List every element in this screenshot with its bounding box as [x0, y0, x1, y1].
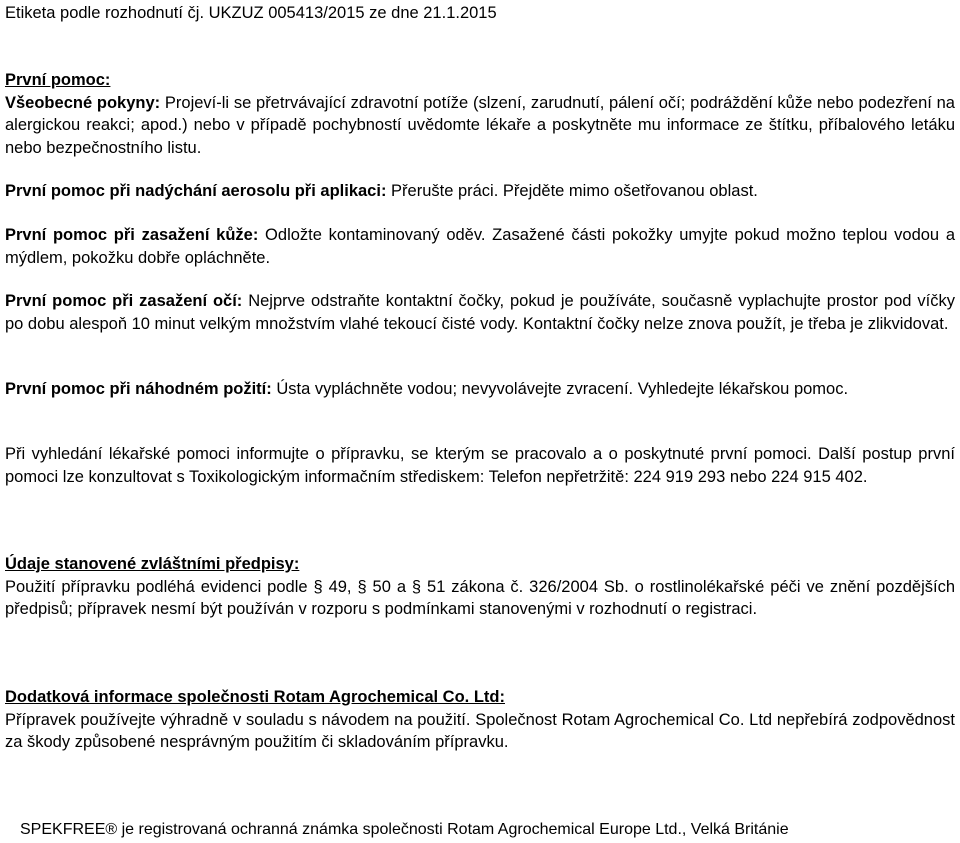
company-info-text: Přípravek používejte výhradně v souladu s návodem na použití. Společnost Rotam Agrochemical Co. Ltd nepřebírá zodpovědnost za škody způsobené nesprávným použitím či skladováním přípravku.	[5, 710, 955, 751]
regulations-section	[5, 553, 955, 621]
regulations-text: Použití přípravku podléhá evidenci podle § 49, § 50 a § 51 zákona č. 326/2004 Sb. o rostlinolékařské péči ve znění pozdějších předpisů; přípravek nesmí být používán v rozporu s podmínkami stanovenými v rozhodnutí o registraci.	[5, 577, 955, 618]
first-aid-inhalation-text: Přerušte práci. Přejděte mimo ošetřovanou oblast.	[386, 182, 758, 200]
company-info-heading: Dodatková informace společnosti Rotam Agrochemical Co. Ltd:	[5, 688, 505, 706]
first-aid-eyes-paragraph	[5, 290, 955, 335]
first-aid-section	[5, 69, 955, 159]
first-aid-inhalation-label: První pomoc při nadýchání aerosolu při aplikaci:	[5, 182, 387, 200]
first-aid-general-paragraph	[5, 92, 955, 160]
first-aid-contact-paragraph: Při vyhledání lékařské pomoci informujte o přípravku, se kterým se pracovalo a o poskytnuté první pomoci. Další postup první pomoci lze konzultovat s Toxikologickým informačním střediskem: Telefon nepřetržitě: 224 919 293 nebo 224 915 402.	[5, 445, 955, 486]
first-aid-skin-paragraph	[5, 224, 955, 269]
first-aid-skin-text: Odložte kontaminovaný oděv. Zasažené části pokožky umyjte pokud možno teplou vodou a mýdlem, pokožku dobře opláchněte.	[5, 226, 955, 267]
company-info-section	[5, 686, 955, 754]
first-aid-ingestion-paragraph	[5, 378, 955, 401]
first-aid-ingestion-label: První pomoc při náhodném požití:	[5, 380, 272, 398]
first-aid-heading: První pomoc:	[5, 71, 111, 89]
first-aid-eyes-text: Nejprve odstraňte kontaktní čočky, pokud je používáte, současně vyplachujte prostor pod víčky po dobu alespoň 10 minut velkým množstvím vlahé tekoucí čisté vody. Kontaktní čočky nelze znova použít, je třeba je zlikvidovat.	[5, 292, 955, 333]
first-aid-ingestion-text: Ústa vypláchněte vodou; nevyvolávejte zvracení. Vyhledejte lékařskou pomoc.	[271, 380, 849, 398]
label-approval-header: Etiketa podle rozhodnutí čj. UKZUZ 005413/2015 ze dne 21.1.2015	[5, 4, 497, 22]
regulations-heading: Údaje stanovené zvláštními předpisy:	[5, 555, 300, 573]
first-aid-skin-label: První pomoc při zasažení kůže:	[5, 226, 259, 244]
first-aid-general-label: Všeobecné pokyny:	[5, 93, 161, 112]
first-aid-inhalation-paragraph	[5, 180, 955, 203]
first-aid-eyes-label: První pomoc při zasažení očí:	[5, 292, 243, 310]
first-aid-general-text: Projeví-li se přetrvávající zdravotní potíže (slzení, zarudnutí, pálení očí; podráždění kůže nebo podezření na alergickou reakci; apod.) nebo v případě pochybností uvědomte lékaře a poskytněte mu informace ze štítku, příbalového letáku nebo bezpečnostního listu.	[5, 93, 955, 157]
trademark-footer: SPEKFREE® je registrovaná ochranná známka společnosti Rotam Agrochemical Europe Ltd., Velká Británie	[20, 821, 789, 838]
